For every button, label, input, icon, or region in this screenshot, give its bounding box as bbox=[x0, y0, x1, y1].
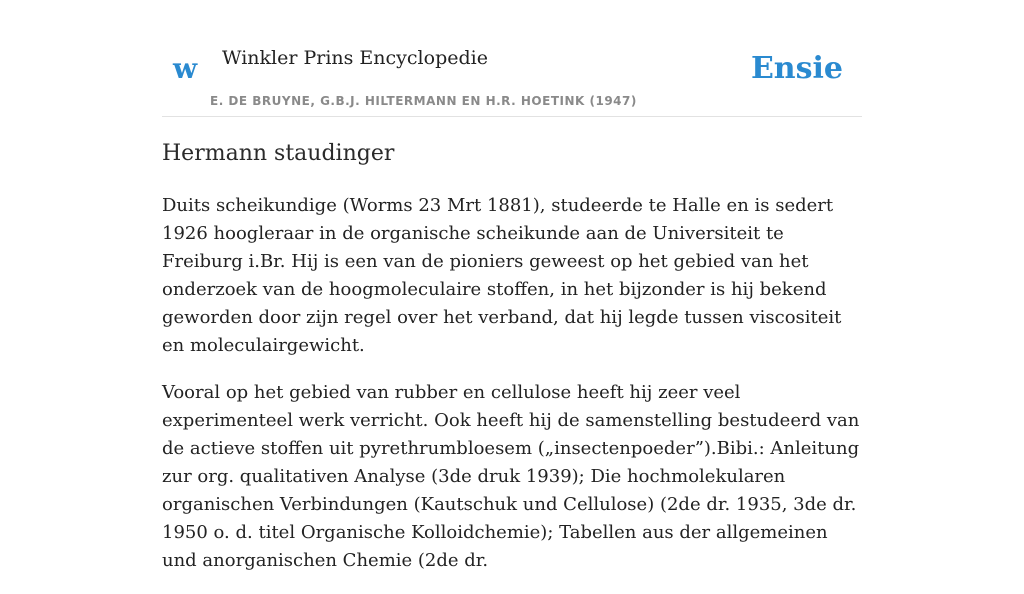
ensie-logo[interactable]: Ensie bbox=[750, 51, 843, 86]
article-paragraph: Duits scheikundige (Worms 23 Mrt 1881), studeerde te Halle en is sedert 1926 hoogleraar in de organische scheikunde aan de Universiteit te Freiburg i.Br. Hij is een van de pioniers geweest op het gebied van het onderzoek van de hoogmoleculaire stoffen, in het bijzonder is hij bekend geworden door zijn regel over het verband, dat hij legde tussen viscositeit en moleculairgewicht. bbox=[162, 195, 842, 356]
article-title: Hermann staudinger bbox=[162, 141, 395, 166]
winkler-prins-logo[interactable]: w bbox=[173, 52, 198, 85]
article-body bbox=[162, 192, 862, 594]
source-title[interactable]: Winkler Prins Encyclopedie bbox=[222, 47, 488, 69]
source-authors: E. DE BRUYNE, G.B.J. HILTERMANN EN H.R. HOETINK (1947) bbox=[210, 94, 637, 108]
article-paragraph: Vooral op het gebied van rubber en cellulose heeft hij zeer veel experimenteel werk verricht. Ook heeft hij de samenstelling bestudeerd van de actieve stoffen uit pyrethrumbloesem („insectenpoeder”).Bibi.: Anleitung zur org. qualitativen Analyse (3de druk 1939); Die hochmolekularen organischen Verbindungen (Kautschuk und Cellulose) (2de dr. 1935, 3de dr. 1950 o. d. titel Organische Kolloidchemie); Tabellen aus der allgemeinen und anorganischen Chemie (2de dr. bbox=[162, 382, 860, 571]
source-header bbox=[162, 0, 862, 117]
